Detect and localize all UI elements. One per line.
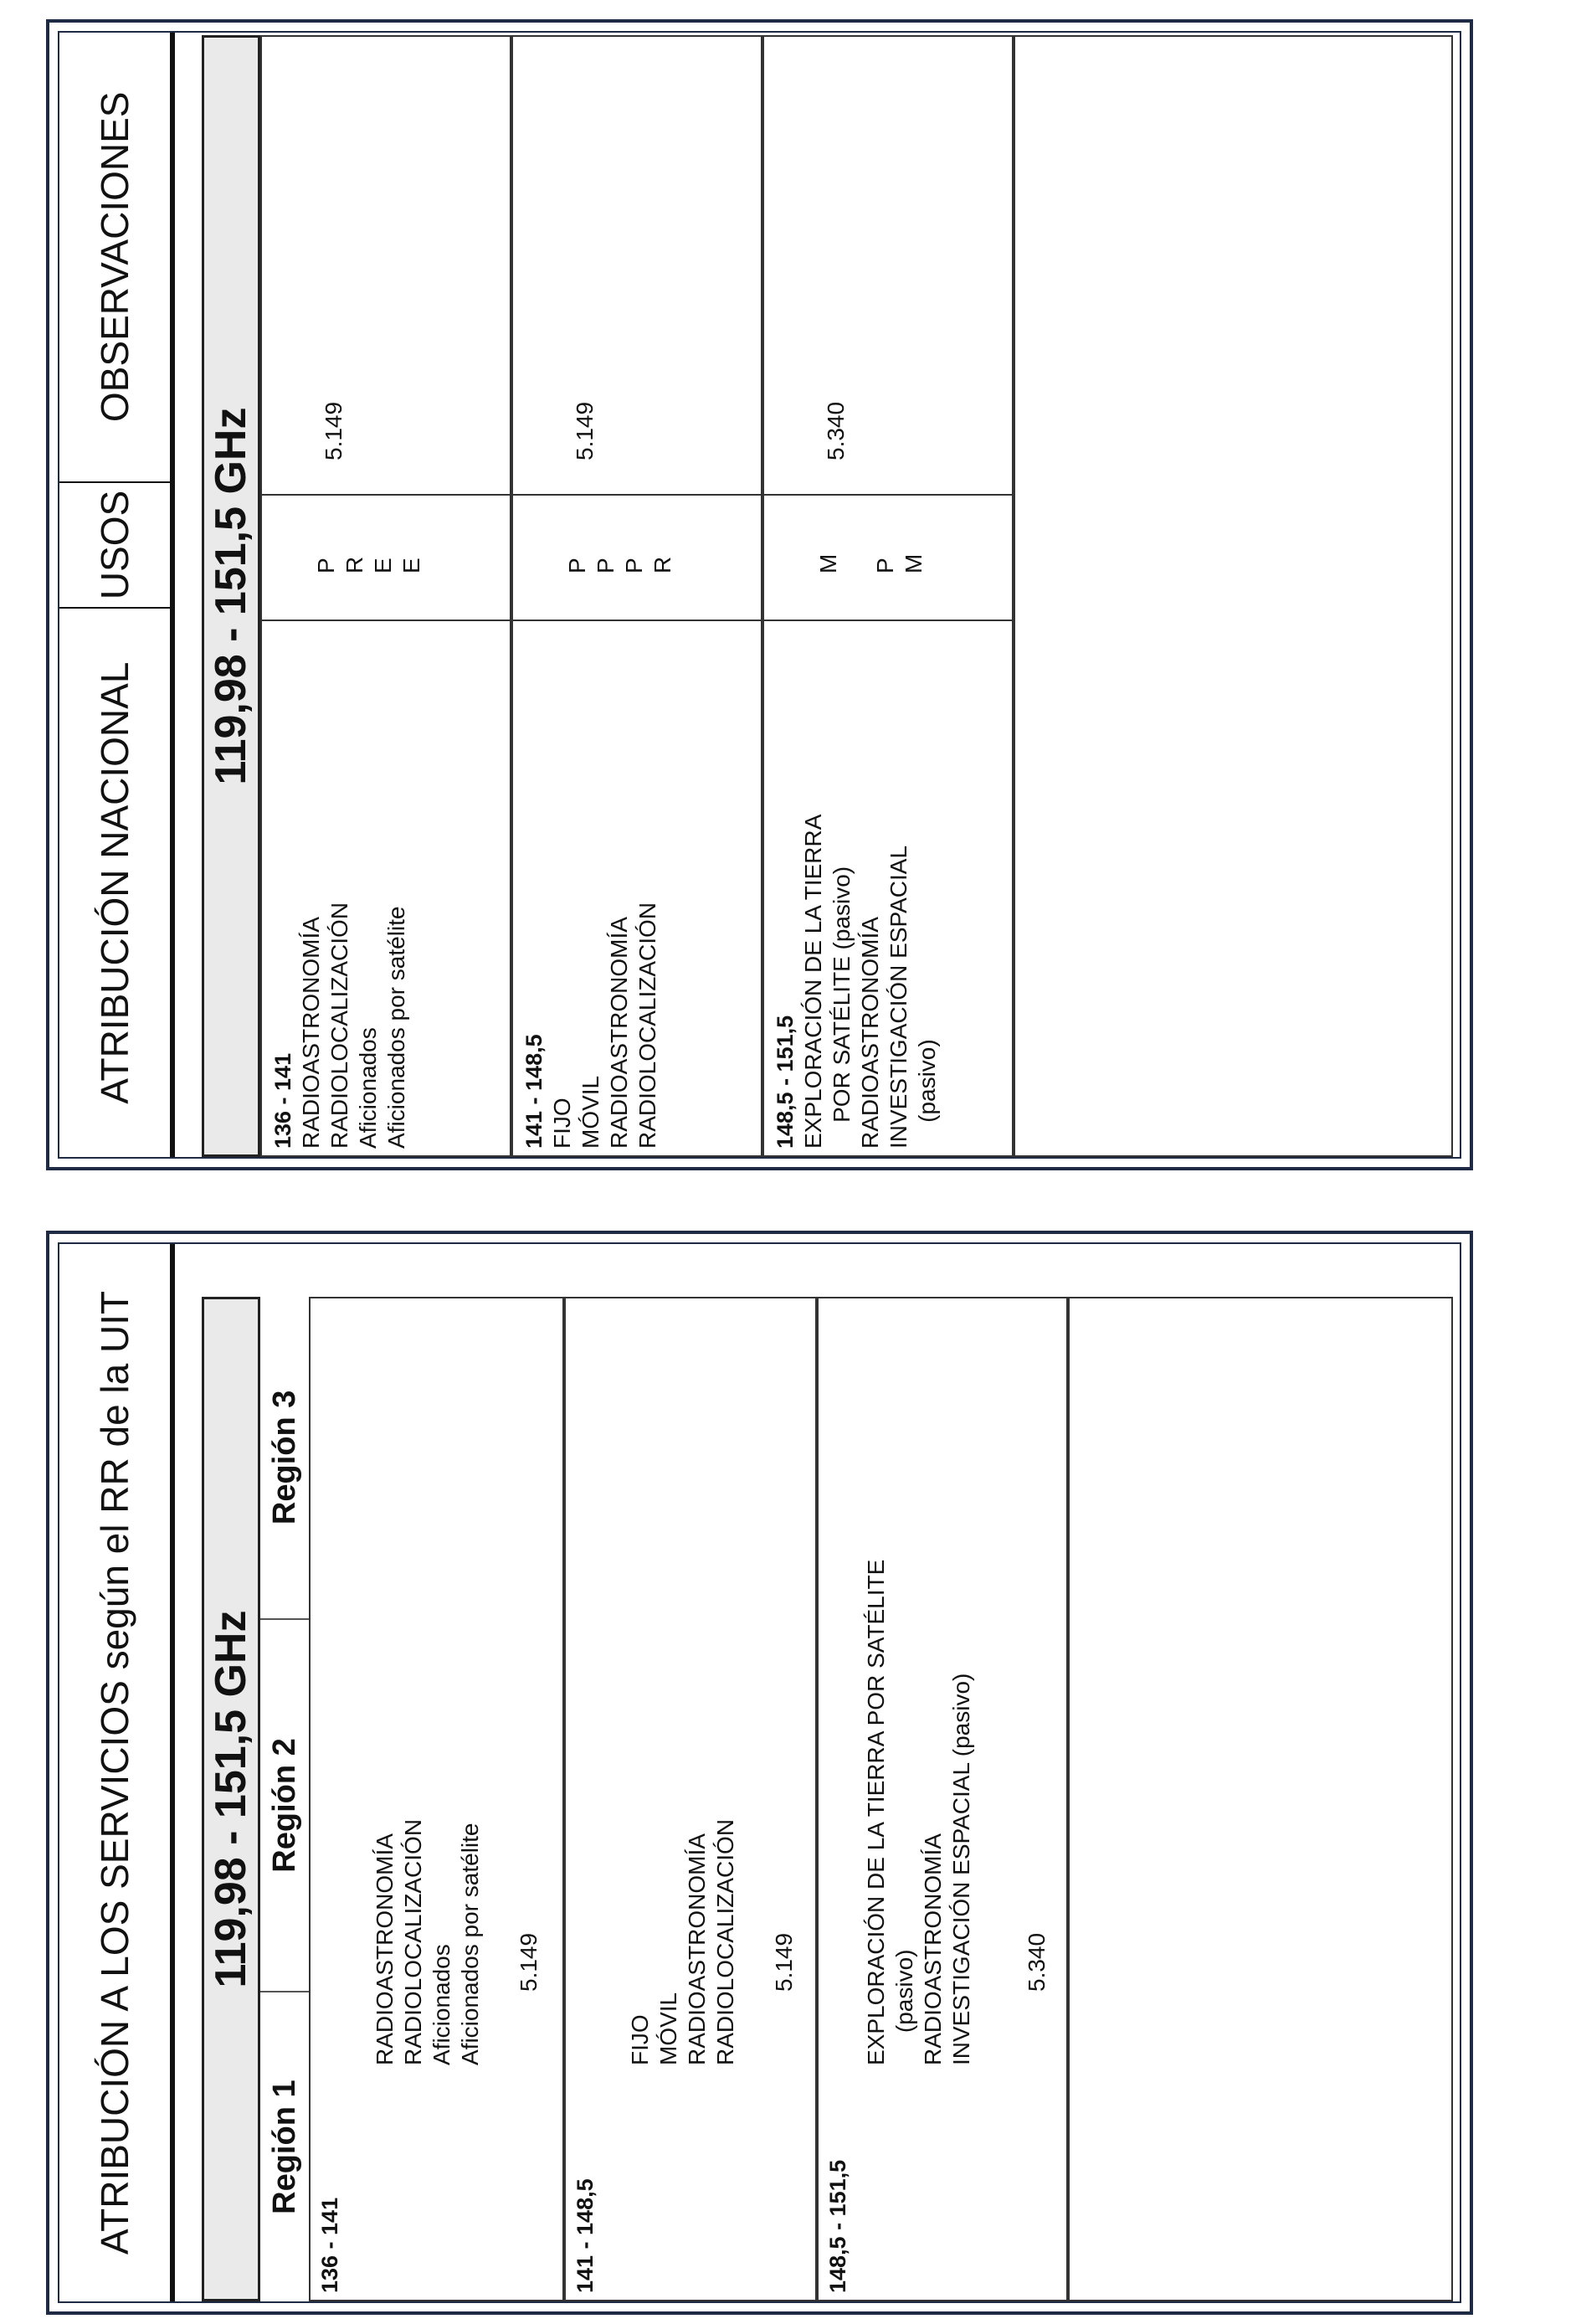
column-divider (513, 620, 761, 621)
band-services: FIJO MÓVIL RADIOASTRONOMÍA RADIOLOCALIZACIÓN (627, 1818, 738, 2065)
national-allocation-title: ATRIBUCIÓN NACIONAL (93, 661, 136, 1104)
band-services: EXPLORACIÓN DE LA TIERRA POR SATÉLITE (pasivo) RADIOASTRONOMÍA INVESTIGACIÓN ESPACIAL (pasivo) (800, 814, 940, 1149)
column-divider (262, 494, 510, 496)
band-services: RADIOASTRONOMÍA RADIOLOCALIZACIÓN Aficionados Aficionados por satélite (298, 902, 409, 1149)
national-allocation-panel (46, 19, 1473, 1170)
band-label: 141 - 148,5 (572, 2178, 598, 2293)
observations-title: OBSERVACIONES (93, 91, 136, 423)
national-band-row (511, 35, 762, 1157)
itu-panel-inner (58, 1242, 1461, 2303)
itu-region-headers (260, 1297, 309, 2301)
band-observations: 5.149 (572, 401, 598, 460)
band-observations: 5.340 (823, 401, 849, 460)
uses-header (59, 481, 170, 608)
band-label: 148,5 - 151,5 (773, 1015, 798, 1149)
band-footnote: 5.340 (1024, 1932, 1050, 1992)
national-header (59, 33, 175, 1157)
national-panel-inner (58, 31, 1461, 1159)
itu-title: ATRIBUCIÓN A LOS SERVICIOS según el RR de la UIT (93, 1290, 136, 2255)
itu-allocation-panel (46, 1231, 1473, 2315)
itu-band-row (309, 1297, 564, 2301)
observations-header (59, 33, 170, 481)
band-uses: P P P R (564, 556, 675, 573)
band-label: 141 - 148,5 (521, 1034, 547, 1149)
itu-header (59, 1244, 175, 2301)
band-footnote: 5.149 (771, 1932, 797, 1992)
national-empty-row (1014, 35, 1453, 1157)
column-divider (764, 620, 1012, 621)
itu-band-row (817, 1297, 1068, 2301)
itu-empty-row (1068, 1297, 1453, 2301)
band-services: RADIOASTRONOMÍA RADIOLOCALIZACIÓN Aficionados Aficionados por satélite (372, 1818, 483, 2065)
band-services: EXPLORACIÓN DE LA TIERRA POR SATÉLITE (pasivo) RADIOASTRONOMÍA INVESTIGACIÓN ESPACIAL (pasivo) (863, 1559, 974, 2065)
region-3-header: Región 3 (267, 1390, 302, 1525)
band-label: 148,5 - 151,5 (825, 2159, 850, 2293)
column-divider (764, 494, 1012, 496)
band-label: 136 - 141 (270, 1052, 295, 1149)
band-footnote: 5.149 (516, 1932, 542, 1992)
band-label: 136 - 141 (317, 2197, 342, 2293)
band-uses: M P M (815, 553, 927, 573)
column-divider (513, 494, 761, 496)
national-allocation-header (59, 607, 170, 1157)
region-1-header: Región 1 (260, 1991, 309, 2301)
band-services: FIJO MÓVIL RADIOASTRONOMÍA RADIOLOCALIZACIÓN (549, 902, 660, 1149)
band-uses: P R E E (313, 556, 424, 573)
uses-title: USOS (93, 490, 136, 600)
national-band-row (762, 35, 1014, 1157)
itu-band-row (564, 1297, 817, 2301)
national-frequency-range: 119,98 - 151,5 GHz (202, 35, 260, 1157)
band-observations: 5.149 (321, 401, 347, 460)
column-divider (262, 620, 510, 621)
itu-frequency-range: 119,98 - 151,5 GHz (202, 1297, 260, 2301)
region-2-header: Región 2 (260, 1618, 309, 1992)
national-band-row (260, 35, 511, 1157)
